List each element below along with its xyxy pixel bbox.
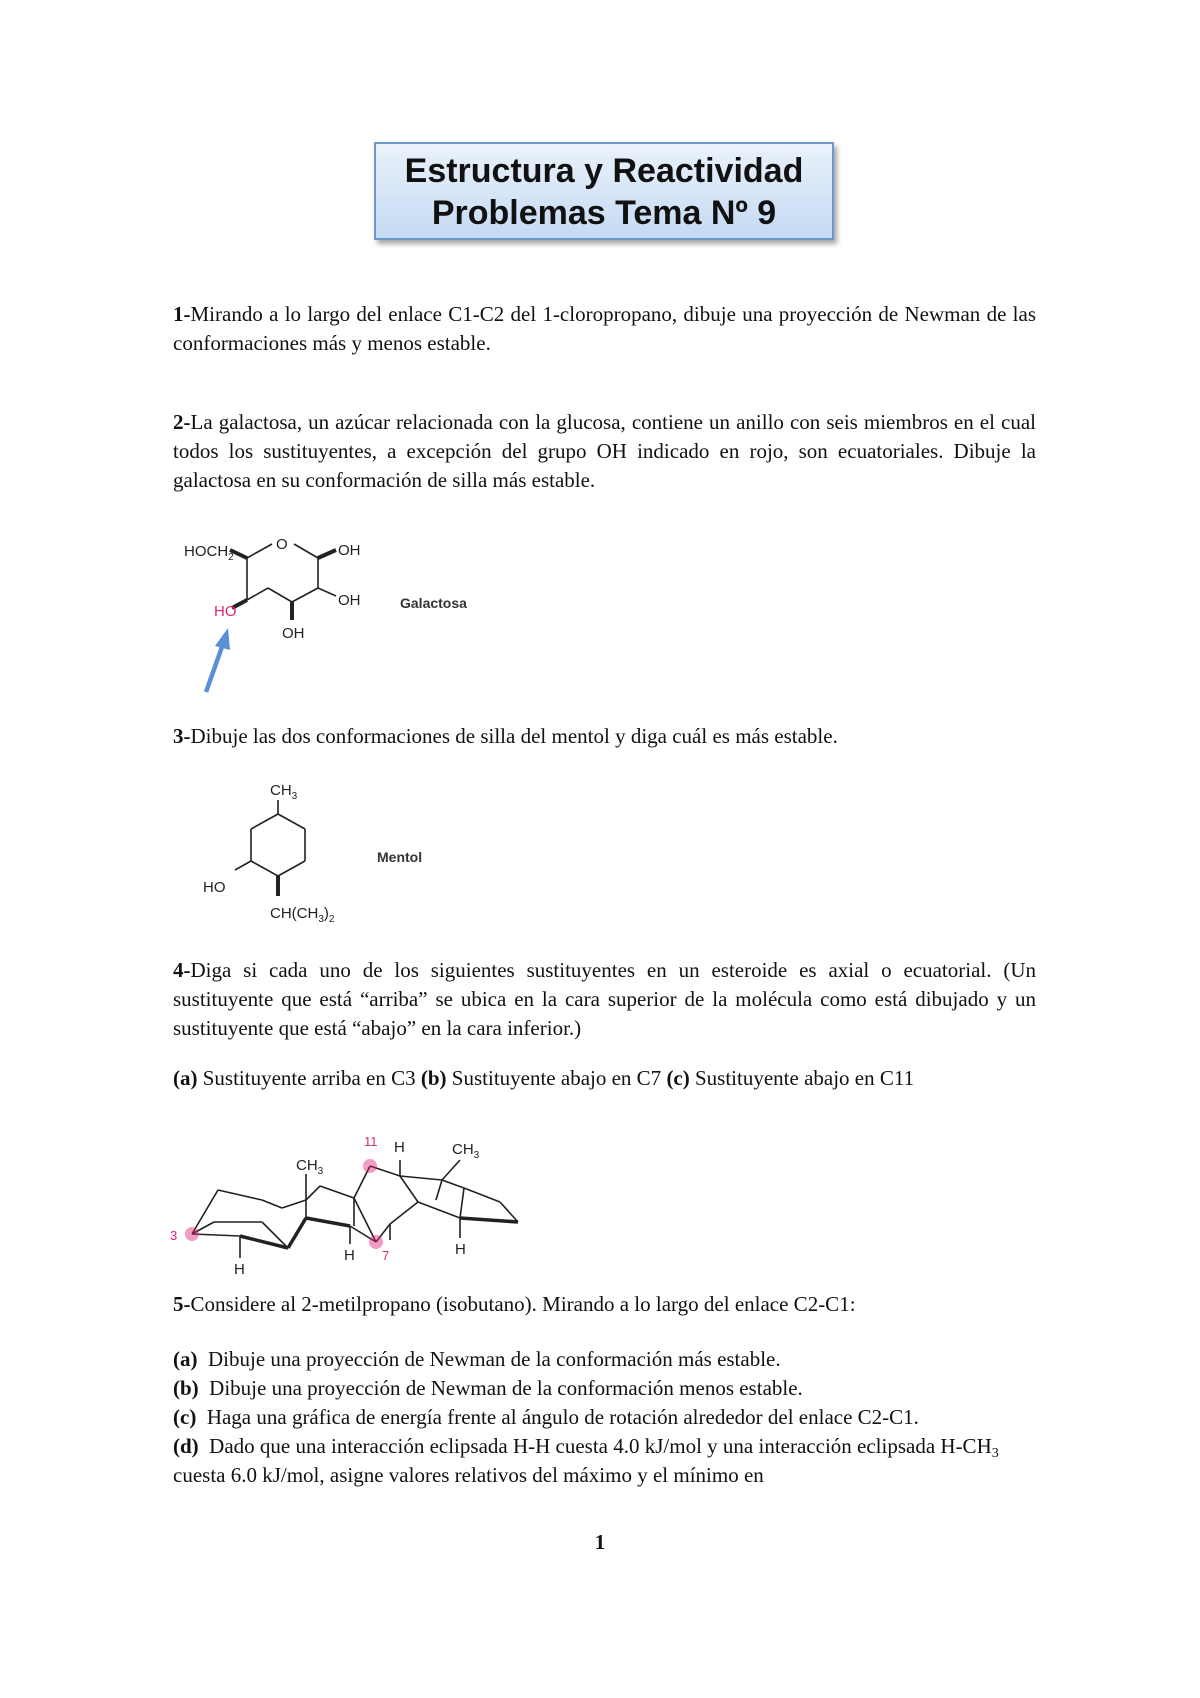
item-5d-sub: 3: [991, 1446, 999, 1461]
svg-text:HOCH2: [184, 543, 234, 563]
menthol-label: Mentol: [377, 849, 423, 865]
galactose-ring-oxygen: O: [276, 536, 288, 553]
steroid-h-right: H: [455, 1241, 466, 1258]
problem-5: [173, 1290, 1036, 1319]
steroid-ch3-left: CH: [296, 1157, 318, 1174]
item-5b-label: (b): [173, 1376, 199, 1400]
item-5a-label: (a): [173, 1347, 198, 1371]
steroid-ch3-left-sub: 3: [317, 1166, 324, 1177]
item-5b: [173, 1374, 1013, 1403]
problem-3-text: Dibuje las dos conformaciones de silla del mentol y diga cuál es más estable.: [190, 724, 838, 748]
problem-2-number: 2-: [173, 410, 191, 434]
item-5d-text-2: cuesta 6.0 kJ/mol, asigne valores relativos del máximo y el mínimo en: [173, 1463, 764, 1487]
menthol-ch3: CH: [270, 782, 292, 799]
item-4b-label: (b): [420, 1066, 447, 1090]
galactose-structure: [170, 530, 500, 700]
item-5d-label: (d): [173, 1434, 199, 1458]
problem-1-number: 1-: [173, 302, 191, 326]
galactose-oh-bottom: OH: [282, 625, 305, 642]
menthol-isopropyl-a: CH(CH: [270, 905, 319, 922]
steroid-label-3: 3: [170, 1228, 178, 1243]
svg-text:CH3: [296, 1157, 324, 1177]
steroid-ch3-right-sub: 3: [473, 1150, 480, 1161]
problem-2-text: La galactosa, un azúcar relacionada con la glucosa, contiene un anillo con seis miembros en el cual todos los sustituyentes, a excepción del grupo OH indicado en rojo, son ecuatoriales. Dibuje la galactosa en su conformación de silla más estable.: [173, 410, 1036, 492]
galactose-ho-red: HO: [214, 603, 237, 620]
steroid-label-7: 7: [382, 1248, 390, 1263]
problem-5-items: [173, 1345, 1013, 1490]
page-number: 1: [594, 1530, 606, 1554]
problem-4-text: Diga si cada uno de los siguientes sustituyentes en un esteroide es axial o ecuatorial. (Un sustituyente que está “arriba” se ubica en la cara superior de la molécula como está dibujado y un sustituyente que está “abajo” en la cara inferior.): [173, 958, 1036, 1040]
item-5c-label: (c): [173, 1405, 197, 1429]
item-5d-text-1: Dado que una interacción eclipsada H-H cuesta 4.0 kJ/mol y una interacción eclipsada H-CH: [209, 1434, 992, 1458]
item-4a-text: Sustituyente arriba en C3: [197, 1066, 421, 1090]
steroid-h-bottom: H: [234, 1261, 245, 1278]
item-4b-text: Sustituyente abajo en C7: [446, 1066, 667, 1090]
galactose-label: Galactosa: [400, 595, 467, 611]
title-line-1: Estructura y Reactividad: [404, 152, 804, 190]
problem-4-items: [173, 1064, 1036, 1093]
blue-arrow-icon: [206, 628, 230, 692]
item-5c-text: Haga una gráfica de energía frente al ángulo de rotación alrededor del enlace C2-C1.: [206, 1405, 919, 1429]
steroid-ch3-right: CH: [452, 1141, 474, 1158]
item-5a-text: Dibuje una proyección de Newman de la conformación más estable.: [208, 1347, 781, 1371]
menthol-structure: [195, 776, 455, 936]
title-box: [374, 142, 834, 240]
problem-1-text: Mirando a lo largo del enlace C1-C2 del 1-cloropropano, dibuje una proyección de Newman de las conformaciones más y menos estable.: [173, 302, 1036, 355]
title-line-2: Problemas Tema Nº 9: [431, 194, 777, 232]
problem-4: [173, 956, 1036, 1043]
menthol-isopropyl-sub2: 2: [328, 914, 335, 925]
galactose-oh-top: OH: [338, 542, 361, 559]
menthol-ch3-sub: 3: [291, 791, 298, 802]
item-5c: [173, 1403, 1013, 1432]
galactose-oh-right: OH: [338, 592, 361, 609]
menthol-isopropyl-b: ): [323, 905, 329, 922]
item-4c-label: (c): [666, 1066, 690, 1090]
item-5b-text: Dibuje una proyección de Newman de la conformación menos estable.: [209, 1376, 803, 1400]
steroid-structure: [170, 1112, 550, 1282]
problem-3-number: 3-: [173, 724, 191, 748]
problem-3: [173, 722, 1036, 751]
menthol-isopropyl-sub: 3: [318, 914, 324, 925]
problem-2: [173, 408, 1036, 495]
svg-text:CH3: [452, 1141, 480, 1161]
galactose-hoch2-sub: 2: [228, 552, 234, 563]
steroid-label-11: 11: [364, 1134, 378, 1149]
item-4c-text: Sustituyente abajo en C11: [689, 1066, 915, 1090]
svg-text:CH3: [270, 782, 298, 802]
svg-text:CH(CH3)2: [270, 905, 335, 925]
problem-5-text: Considere al 2-metilpropano (isobutano). Mirando a lo largo del enlace C2-C1:: [190, 1292, 856, 1316]
item-5d: [173, 1432, 1013, 1490]
problem-4-number: 4-: [173, 958, 191, 982]
steroid-h-top: H: [394, 1139, 405, 1156]
menthol-ho: HO: [203, 879, 226, 896]
galactose-hoch2: HOCH: [184, 543, 229, 560]
steroid-h-mid: H: [344, 1247, 355, 1264]
item-4a-label: (a): [173, 1066, 198, 1090]
problem-5-number: 5-: [173, 1292, 191, 1316]
item-5a: [173, 1345, 1013, 1374]
problem-1: [173, 300, 1036, 358]
